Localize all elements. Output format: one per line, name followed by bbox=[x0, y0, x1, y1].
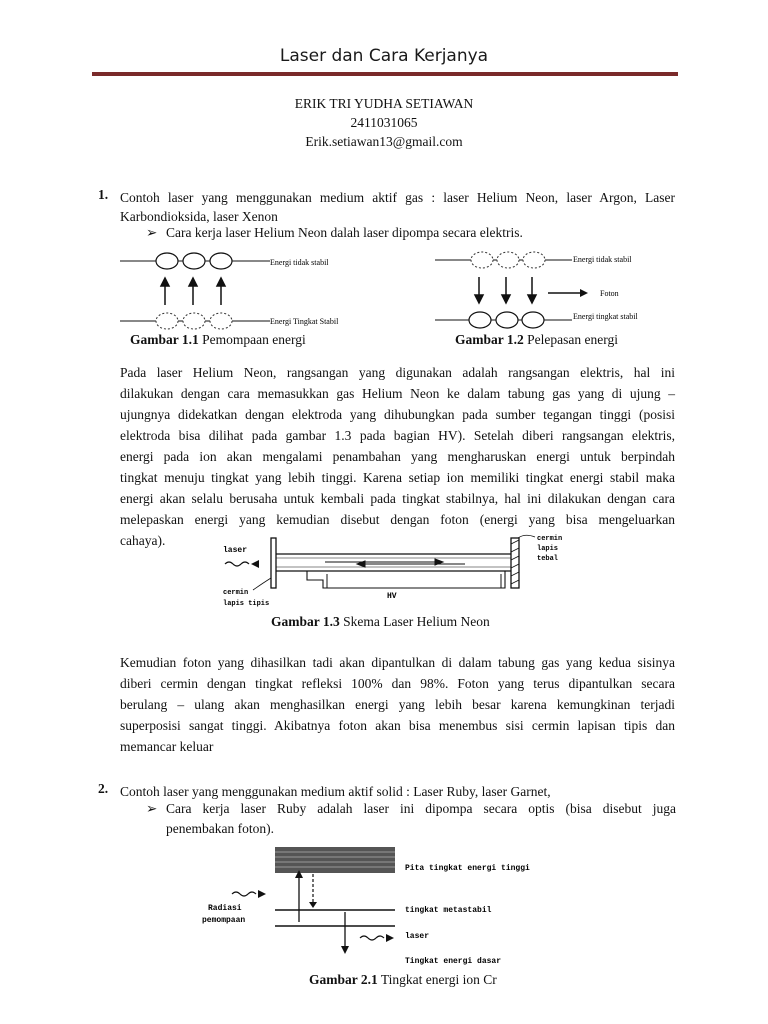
high-energy-band bbox=[275, 847, 395, 873]
paragraph-2 bbox=[120, 652, 675, 757]
p2-line: diberi cermin dengan tingkat refleksi 100% dan 98%. Foton yang terus dipantulkan secara bbox=[120, 676, 675, 691]
fig2-caption: Gambar 1.2 Pelepasan energi bbox=[455, 332, 618, 347]
fig2-bottom-label: Energi tingkat stabil bbox=[573, 312, 638, 321]
section1-bullet: Cara kerja laser Helium Neon dalah laser dipompa secara elektris. bbox=[166, 225, 523, 240]
p1-line: elektroda bisa dilihat pada gambar 1.3 pada bagian HV). Setelah diberi rangsangan elektris, bbox=[120, 428, 675, 443]
fig21-radiation-label-1: Radiasi bbox=[208, 904, 242, 913]
solid-electrons-top bbox=[156, 253, 232, 269]
svg-text:lapis: lapis bbox=[537, 545, 559, 553]
fig21-radiation-label-2: pemompaan bbox=[202, 916, 246, 925]
p1-line: tingkat menuju tingkat yang lebih tinggi. Karena setiap ion memiliki tingkat energi stabil maka bbox=[120, 470, 675, 485]
fig2-photon-label: Foton bbox=[600, 289, 619, 298]
dashed-electrons-top bbox=[471, 252, 545, 268]
fig1-bottom-label: Energi Tingkat Stabil bbox=[270, 317, 339, 326]
section1-intro-line1: Contoh laser yang menggunakan medium aktif gas : laser Helium Neon, laser Argon, Laser bbox=[120, 190, 675, 205]
figure-1-2 bbox=[432, 248, 672, 333]
photon-arrow-icon bbox=[548, 289, 588, 297]
fig21-laser-label: laser bbox=[405, 932, 430, 941]
p2-line: superposisi sangat tinggi. Akibatnya foton akan bisa menembus sisi cermin lapisan tipis dan bbox=[120, 718, 675, 733]
p1-line: cahaya). bbox=[120, 533, 166, 548]
p2-line: memancar keluar bbox=[120, 739, 214, 754]
fig21-band-label: Pita tingkat energi tinggi bbox=[405, 864, 530, 873]
p1-line: Pada laser Helium Neon, rangsangan yang digunakan adalah rangsangan elektris, hal ini bbox=[120, 365, 675, 380]
author-email: Erik.setiawan13@gmail.com bbox=[305, 134, 463, 149]
section2-bullet-line1: Cara kerja laser Ruby adalah laser ini dipompa secara optis (bisa disebut juga bbox=[166, 801, 676, 816]
svg-text:tebal: tebal bbox=[537, 555, 559, 563]
fig1-top-label: Energi tidak stabil bbox=[270, 258, 329, 267]
svg-text:cermin: cermin bbox=[537, 535, 563, 543]
paragraph-1 bbox=[120, 362, 675, 551]
thin-mirror bbox=[271, 538, 276, 588]
fig21-metastable-label: tingkat metastabil bbox=[405, 906, 492, 915]
p1-line: melepaskan energi yang kemudian disebut dengan foton (energi yang bisa mengeluarkan bbox=[120, 512, 675, 527]
down-arrows-icon bbox=[475, 277, 536, 303]
fig3-laser-label: laser bbox=[223, 546, 248, 555]
p1-line: dilakukan dengan cara memasukkan gas Helium Neon ke dalam tabung gas yang di ujung – bbox=[120, 386, 675, 401]
bullet-arrow-icon: ➢ bbox=[146, 225, 158, 240]
radiation-wave-icon bbox=[232, 892, 256, 896]
laser-out-arrow-icon bbox=[251, 560, 259, 568]
p2-line: Kemudian foton yang dihasilkan tadi akan dipantulkan di dalam tabung gas yang kedua sisinya bbox=[120, 655, 675, 670]
section2-number: 2. bbox=[98, 781, 109, 796]
fig21-caption: Gambar 2.1 Tingkat energi ion Cr bbox=[309, 972, 497, 987]
author-id: 2411031065 bbox=[350, 115, 418, 130]
page-title: Laser dan Cara Kerjanya bbox=[279, 46, 489, 66]
title-rule bbox=[92, 72, 678, 76]
wave-icon bbox=[225, 562, 249, 566]
section1-number: 1. bbox=[98, 187, 109, 202]
section1-intro-line2: Karbondioksida, laser Xenon bbox=[120, 209, 278, 224]
up-arrows-icon bbox=[161, 278, 225, 305]
fig3-caption: Gambar 1.3 Skema Laser Helium Neon bbox=[271, 614, 490, 629]
section2-bullet-line2: penembakan foton). bbox=[166, 821, 274, 836]
fig3-hv-label: HV bbox=[387, 592, 397, 601]
svg-text:cermin: cermin bbox=[223, 589, 249, 597]
solid-electrons-bottom bbox=[469, 312, 544, 328]
p1-line: energi akan selalu berusaha untuk kembali pada tingkat stabilnya, hal ini dilakukan dengan cara bbox=[120, 491, 675, 506]
bullet-arrow-icon: ➢ bbox=[146, 801, 158, 816]
svg-text:lapis tipis: lapis tipis bbox=[223, 600, 270, 608]
figure-1-3 bbox=[215, 528, 575, 610]
p2-line: berulang – ulang akan menghasilkan energi yang lebih besar karena kemungkinan terjadi bbox=[120, 697, 675, 712]
laser-wave-icon bbox=[360, 936, 384, 940]
dashed-electrons-bottom bbox=[156, 313, 232, 329]
fig1-caption: Gambar 1.1 Pemompaan energi bbox=[130, 332, 306, 347]
section2-intro: Contoh laser yang menggunakan medium aktif solid : Laser Ruby, laser Garnet, bbox=[120, 784, 551, 799]
author-name: ERIK TRI YUDHA SETIAWAN bbox=[294, 96, 474, 111]
figure-1-1 bbox=[115, 248, 365, 333]
fig2-top-label: Energi tidak stabil bbox=[573, 255, 632, 264]
figure-2-1 bbox=[200, 842, 590, 970]
p1-line: energi pada ion akan mengalami penambahan yang mengharuskan energi untuk berpindah bbox=[120, 449, 675, 464]
p1-line: ujungnya didekatkan dengan elektroda yang dihubungkan pada sumber tegangan tinggi (posisi bbox=[120, 407, 675, 422]
fig21-ground-label: Tingkat energi dasar bbox=[405, 957, 502, 966]
